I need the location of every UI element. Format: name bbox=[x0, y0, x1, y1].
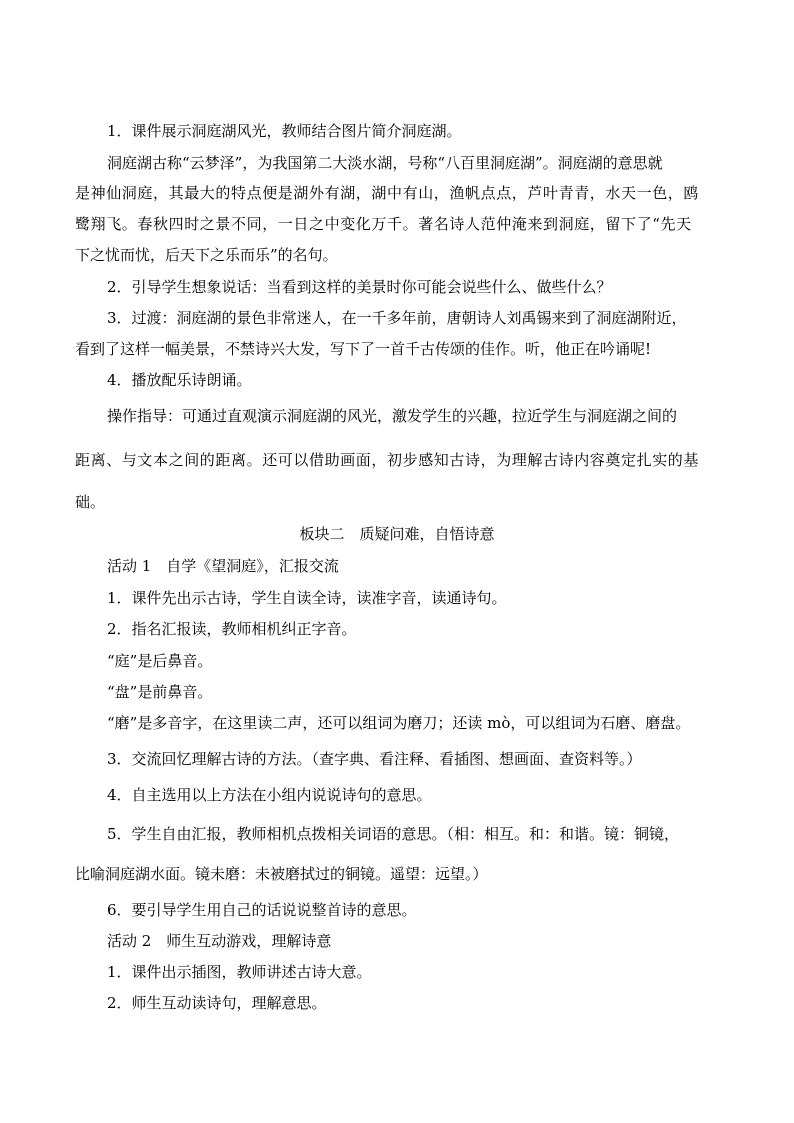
activity-2-title: 活动 2 师生互动游戏，理解诗意 bbox=[107, 932, 332, 950]
activity-1-title: 活动 1 自学《望洞庭》，汇报交流 bbox=[107, 557, 339, 575]
section1-item-1: 1．课件展示洞庭湖风光，教师结合图片简介洞庭湖。 bbox=[107, 122, 462, 140]
activity-1-item-3: 3．交流回忆理解古诗的方法。（查字典、看注释、看插图、想画面、查资料等。） bbox=[107, 750, 642, 768]
activity-1-item-5-line-2: 比喻洞庭湖水面。镜未磨：未被磨拭过的铜镜。遥望：远望。） bbox=[75, 865, 488, 883]
dongting-intro-line-2: 是神仙洞庭，其最大的特点便是湖外有湖，湖中有山，渔帆点点，芦叶青青，水天一色，鸥 bbox=[75, 184, 700, 202]
section1-item-3-line-2: 看到了这样一幅美景，不禁诗兴大发，写下了一首千古传颂的佳作。听，他正在吟诵呢! bbox=[75, 340, 652, 358]
guide-line-3: 础。 bbox=[75, 493, 106, 511]
section1-item-2: 2．引导学生想象说话：当看到这样的美景时你可能会说些什么、做些什么？ bbox=[107, 278, 612, 296]
dongting-intro-line-1: 洞庭湖古称“云梦泽”，为我国第二大淡水湖，号称“八百里洞庭湖”。洞庭湖的意思就 bbox=[107, 154, 663, 172]
pronunciation-note-mo: “磨”是多音字，在这里读二声，还可以组词为磨刀；还读 mò，可以组词为石磨、磨盘。 bbox=[107, 714, 691, 732]
dongting-intro-line-3: 鹭翔飞。春秋四时之景不同，一日之中变化万千。著名诗人范仲淹来到洞庭，留下了“先天 bbox=[75, 215, 692, 233]
activity-1-item-2: 2．指名汇报读，教师相机纠正字音。 bbox=[107, 620, 357, 638]
section1-item-3-line-1: 3．过渡：洞庭湖的景色非常迷人，在一千多年前，唐朝诗人刘禹锡来到了洞庭湖附近， bbox=[107, 309, 687, 327]
activity-2-item-2: 2．师生互动读诗句，理解意思。 bbox=[107, 994, 327, 1012]
dongting-intro-line-4: 下之忧而忧，后天下之乐而乐”的名句。 bbox=[75, 246, 338, 264]
guide-line-2: 距离、与文本之间的距离。还可以借助画面，初步感知古诗，为理解古诗内容奠定扎实的基 bbox=[75, 451, 700, 469]
section1-item-4: 4．播放配乐诗朗诵。 bbox=[107, 371, 252, 389]
guide-line-1: 操作指导：可通过直观演示洞庭湖的风光，激发学生的兴趣，拉近学生与洞庭湖之间的 bbox=[107, 407, 678, 425]
activity-1-item-1: 1．课件先出示古诗，学生自读全诗，读准字音，读通诗句。 bbox=[107, 589, 507, 607]
pronunciation-note-pan: “盘”是前鼻音。 bbox=[107, 683, 213, 701]
activity-1-item-4: 4．自主选用以上方法在小组内说说诗句的意思。 bbox=[107, 786, 432, 804]
activity-1-item-6: 6．要引导学生用自己的话说说整首诗的意思。 bbox=[107, 901, 417, 919]
activity-1-item-5-line-1: 5．学生自由汇报，教师相机点拨相关词语的意思。（相：相互。和：和谐。镜：铜镜， bbox=[107, 825, 680, 843]
section2-title: 板块二 质疑问难，自悟诗意 bbox=[299, 525, 495, 543]
activity-2-item-1: 1．课件出示插图，教师讲述古诗大意。 bbox=[107, 963, 372, 981]
pronunciation-note-ting: “庭”是后鼻音。 bbox=[107, 652, 213, 670]
